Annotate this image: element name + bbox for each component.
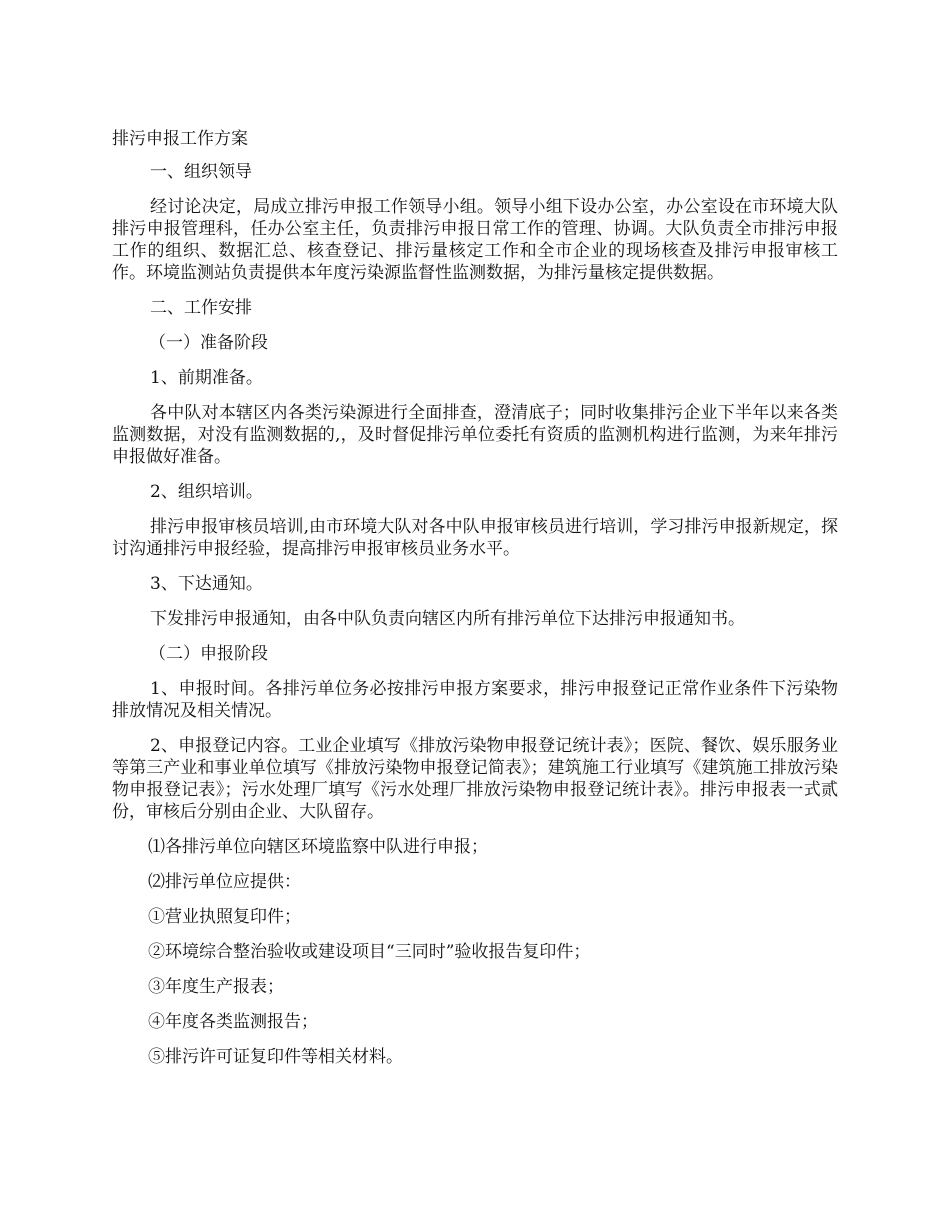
paragraph-notice: 下发排污申报通知，由各中队负责向辖区内所有排污单位下达排污申报通知书。 bbox=[150, 609, 745, 629]
document-page bbox=[112, 128, 838, 1081]
list-item-discharge-permit: ⑤排污许可证复印件等相关材料。 bbox=[148, 1047, 403, 1067]
paragraph-training: 排污申报审核员培训,由市环境大队对各中队申报审核员进行培训，学习排污申报新规定，探讨沟通排污申报经验，提高排污申报审核员业务水平。 bbox=[112, 517, 838, 559]
item-heading-training: 2、组织培训。 bbox=[150, 482, 263, 502]
document-title: 排污申报工作方案 bbox=[112, 129, 248, 149]
list-item-declare-to-squadron: ⑴各排污单位向辖区环境监察中队进行申报； bbox=[148, 837, 488, 857]
paragraph-pre-preparation: 各中队对本辖区内各类污染源进行全面排查，澄清底子；同时收集排污企业下半年以来各类监测数据，对没有监测数据的,，及时督促排污单位委托有资质的监测机构进行监测，为来年排污申报做好准备。 bbox=[112, 403, 838, 467]
list-item-business-license: ①营业执照复印件； bbox=[148, 907, 301, 927]
list-item-monitoring-report: ④年度各类监测报告； bbox=[148, 1012, 318, 1032]
section-heading-leadership: 一、组织领导 bbox=[150, 162, 252, 182]
list-item-production-report: ③年度生产报表； bbox=[148, 977, 284, 997]
list-item-provide: ⑵排污单位应提供： bbox=[148, 872, 301, 892]
paragraph-leadership: 经讨论决定，局成立排污申报工作领导小组。领导小组下设办公室，办公室设在市环境大队排污申报管理科，任办公室主任，负责排污申报日常工作的管理、协调。大队负责全市排污申报工作的组织、数据汇总、核查登记、排污量核定工作和全市企业的现场核查及排污申报审核工作。环境监测站负责提供本年度污染源监督性监测数据，为排污量核定提供数据。 bbox=[112, 197, 838, 283]
subsection-heading-declaration: （二）申报阶段 bbox=[149, 644, 268, 664]
item-heading-pre-preparation: 1、前期准备。 bbox=[150, 368, 263, 388]
item-heading-notice: 3、下达通知。 bbox=[150, 574, 263, 594]
section-heading-arrangement: 二、工作安排 bbox=[150, 298, 252, 318]
paragraph-declaration-time: 1、申报时间。各排污单位务必按排污申报方案要求，排污申报登记正常作业条件下污染物排放情况及相关情况。 bbox=[112, 679, 838, 721]
list-item-acceptance-report: ②环境综合整治验收或建设项目“三同时”验收报告复印件； bbox=[148, 942, 591, 962]
subsection-heading-preparation: （一）准备阶段 bbox=[149, 333, 268, 353]
paragraph-declaration-content: 2、申报登记内容。工业企业填写《排放污染物申报登记统计表》；医院、餐饮、娱乐服务业等第三产业和事业单位填写《排放污染物申报登记简表》；建筑施工行业填写《建筑施工排放污染物申报登记表》；污水处理厂填写《污水处理厂排放污染物申报登记统计表》。排污申报表一式贰份，审核后分别由企业、大队留存。 bbox=[112, 736, 838, 822]
